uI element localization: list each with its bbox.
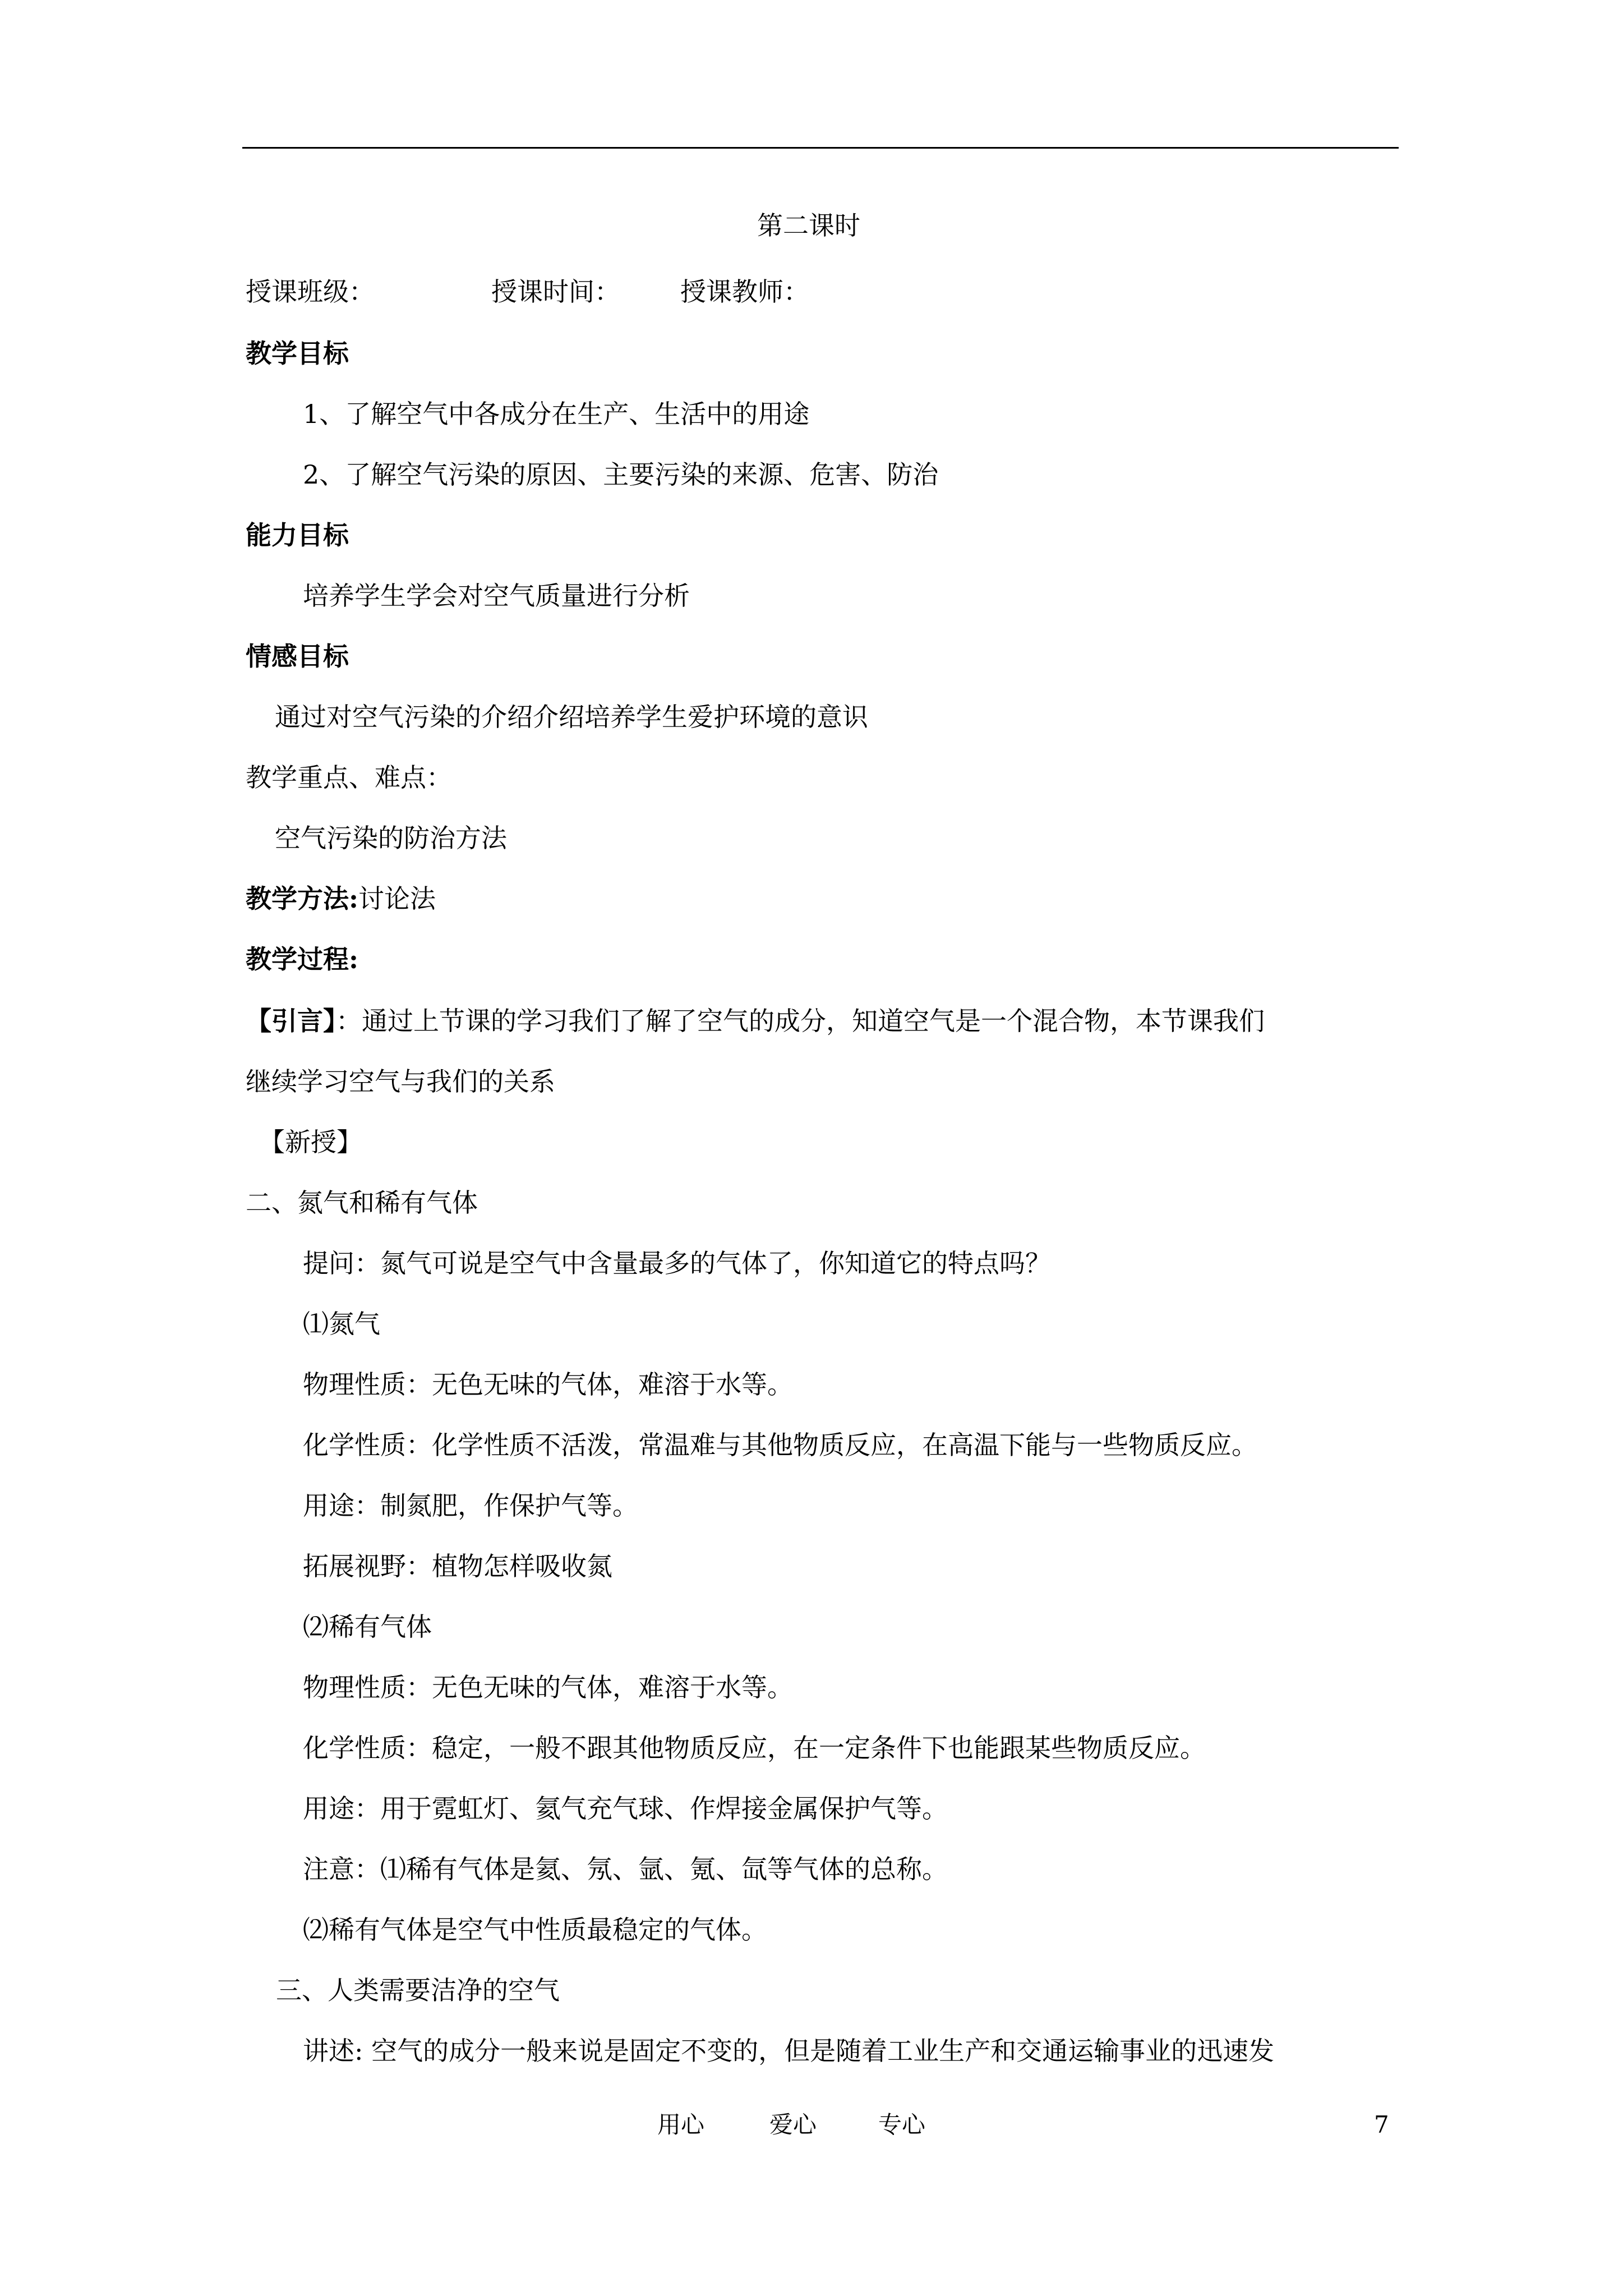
lecture-line: 讲述: 空气的成分一般来说是固定不变的，但是随着工业生产和交通运输事业的迅速发: [303, 2036, 1275, 2066]
new-lesson-label: 【新授】: [259, 1127, 362, 1157]
method-line: [246, 882, 436, 915]
intro-text-1: ：通过上节课的学习我们了解了空气的成分，知道空气是一个混合物，本节课我们: [336, 1006, 1265, 1036]
ability-goals-text: 培养学生学会对空气质量进行分析: [303, 581, 690, 611]
section-2-title: 二、氮气和稀有气体: [246, 1188, 478, 1218]
method-label: 教学方法:: [246, 884, 358, 914]
footer-motto-1: 用心: [657, 2111, 705, 2138]
page-number: 7: [1374, 2111, 1389, 2138]
key-points-text: 空气污染的防治方法: [275, 823, 507, 853]
noble-note-1: 注意：⑴稀有气体是氦、氖、氩、氪、氙等气体的总称。: [303, 1854, 948, 1884]
question-line: 提问：氮气可说是空气中含量最多的气体了，你知道它的特点吗？: [303, 1248, 1051, 1278]
noble-physical: 物理性质：无色无味的气体，难溶于水等。: [303, 1672, 793, 1703]
footer-motto-3: 专心: [878, 2111, 926, 2138]
ability-goals-heading: 能力目标: [246, 520, 349, 550]
n2-chemical: 化学性质：化学性质不活泼，常温难与其他物质反应，在高温下能与一些物质反应。: [303, 1430, 1257, 1460]
n2-physical: 物理性质：无色无味的气体，难溶于水等。: [303, 1369, 793, 1400]
n2-title: ⑴氮气: [303, 1309, 380, 1339]
teacher-label: 授课教师：: [680, 277, 809, 307]
time-label: 授课时间：: [491, 277, 620, 307]
emotion-goals-text: 通过对空气污染的介绍介绍培养学生爱护环境的意识: [275, 702, 868, 732]
teaching-goal-2: 2、了解空气污染的原因、主要污染的来源、危害、防治: [303, 459, 939, 490]
process-heading: 教学过程:: [246, 944, 358, 974]
noble-note-2: ⑵稀有气体是空气中性质最稳定的气体。: [303, 1915, 767, 1945]
section-3-title: 三、人类需要洁净的空气: [276, 1975, 560, 2005]
footer-motto-2: 爱心: [769, 2111, 817, 2138]
intro-label: 【引言】: [246, 1006, 336, 1036]
n2-uses: 用途：制氮肥，作保护气等。: [303, 1490, 638, 1521]
intro-line-1: [246, 1004, 1265, 1038]
noble-chemical: 化学性质：稳定，一般不跟其他物质反应，在一定条件下也能跟某些物质反应。: [303, 1733, 1206, 1763]
emotion-goals-heading: 情感目标: [246, 641, 349, 671]
n2-extension: 拓展视野：植物怎样吸收氮: [303, 1551, 612, 1581]
method-value: 讨论法: [358, 884, 436, 914]
class-label: 授课班级：: [246, 277, 375, 307]
header-rule: [242, 147, 1399, 149]
teaching-goal-1: 1、了解空气中各成分在生产、生活中的用途: [303, 399, 810, 429]
teaching-goals-heading: 教学目标: [246, 338, 349, 369]
intro-line-2: 继续学习空气与我们的关系: [246, 1066, 555, 1097]
noble-uses: 用途：用于霓虹灯、氦气充气球、作焊接金属保护气等。: [303, 1793, 948, 1824]
noble-title: ⑵稀有气体: [303, 1612, 432, 1642]
lesson-title: 第二课时: [757, 210, 860, 241]
key-points-heading: 教学重点、难点：: [246, 762, 452, 793]
